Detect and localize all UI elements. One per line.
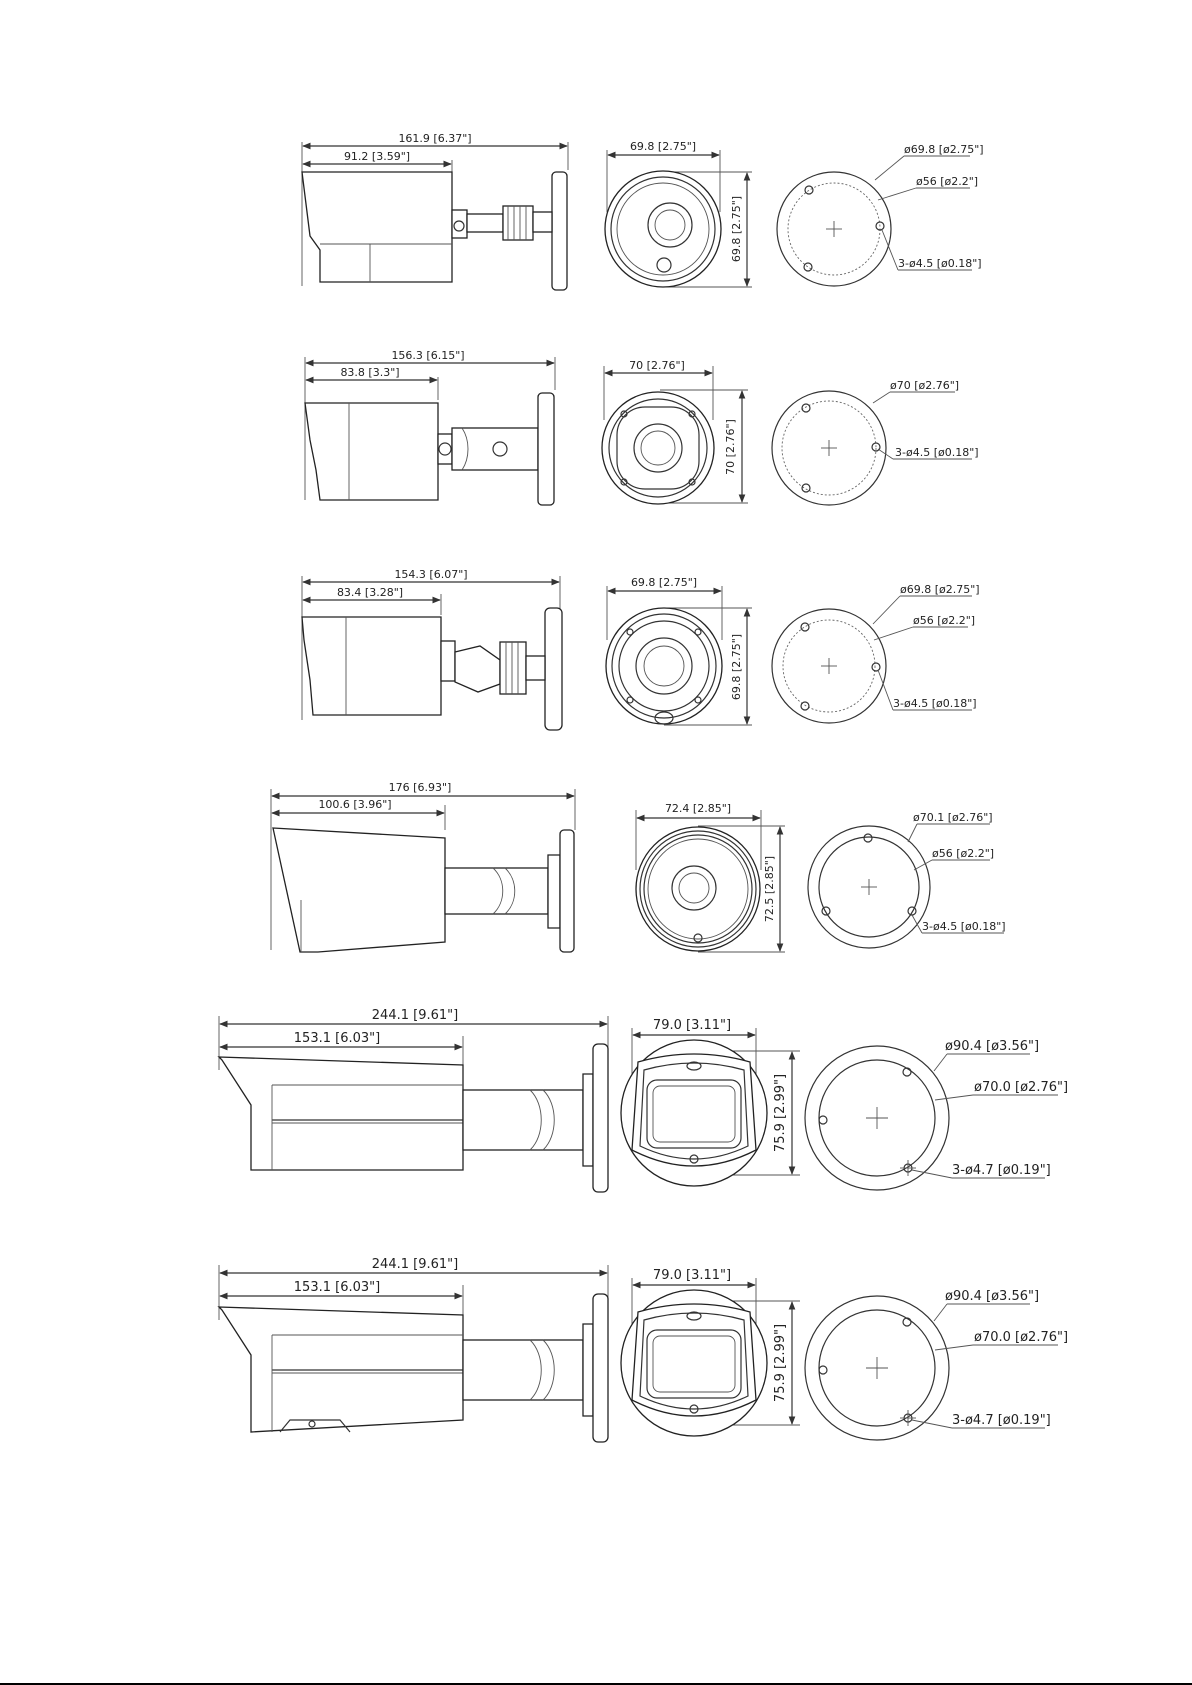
overall-length-label-1: 161.9 [6.37"] [398, 132, 472, 145]
front-width-label-6: 79.0 [3.11"] [652, 1268, 732, 1283]
overall-length-label-6: 244.1 [9.61"] [371, 1257, 459, 1272]
base-outer-label-4: ø70.1 [ø2.76"] [913, 811, 993, 824]
side-view-4 [271, 781, 575, 952]
base-inner-label-5: ø70.0 [ø2.76"] [974, 1080, 1069, 1095]
housing-length-label-6: 153.1 [6.03"] [293, 1280, 381, 1295]
base-inner-label-1: ø56 [ø2.2"] [916, 175, 979, 188]
front-view-3 [606, 576, 752, 725]
base-holes-label-3: 3-ø4.5 [ø0.18"] [893, 697, 977, 710]
front-height-label-5: 75.9 [2.99"] [773, 1073, 788, 1153]
base-inner-label-4: ø56 [ø2.2"] [932, 847, 995, 860]
base-outer-label-3: ø69.8 [ø2.75"] [900, 583, 980, 596]
base-holes-label-5: 3-ø4.7 [ø0.19"] [952, 1163, 1051, 1178]
front-height-label-2: 70 [2.76"] [724, 419, 737, 475]
front-width-label-1: 69.8 [2.75"] [629, 140, 697, 153]
housing-length-label-5: 153.1 [6.03"] [293, 1031, 381, 1046]
side-view-3 [302, 568, 562, 730]
camera-3-drawings [302, 568, 980, 730]
side-view-1 [302, 132, 568, 290]
front-width-label-5: 79.0 [3.11"] [652, 1018, 732, 1033]
front-view-5 [621, 1018, 800, 1186]
side-view-5 [219, 1008, 608, 1192]
housing-length-label-1: 91.2 [3.59"] [343, 150, 411, 163]
base-inner-label-6: ø70.0 [ø2.76"] [974, 1330, 1069, 1345]
base-outer-label-2: ø70 [ø2.76"] [890, 379, 960, 392]
front-height-label-4: 72.5 [2.85"] [763, 855, 776, 923]
camera-5-drawings [219, 1008, 1068, 1192]
front-width-label-4: 72.4 [2.85"] [664, 802, 732, 815]
overall-length-label-3: 154.3 [6.07"] [394, 568, 468, 581]
camera-6-drawings [219, 1257, 1068, 1442]
base-holes-label-2: 3-ø4.5 [ø0.18"] [895, 446, 979, 459]
base-view-2 [772, 379, 979, 505]
base-outer-label-5: ø90.4 [ø3.56"] [945, 1039, 1040, 1054]
front-view-1 [605, 140, 752, 287]
base-holes-label-6: 3-ø4.7 [ø0.19"] [952, 1413, 1051, 1428]
front-view-4 [636, 802, 785, 952]
overall-length-label-5: 244.1 [9.61"] [371, 1008, 459, 1023]
side-view-2 [305, 349, 555, 505]
base-holes-label-4: 3-ø4.5 [ø0.18"] [922, 920, 1006, 933]
camera-2-drawings [305, 349, 979, 505]
camera-4-drawings [271, 781, 1006, 952]
housing-length-label-3: 83.4 [3.28"] [336, 586, 404, 599]
overall-length-label-4: 176 [6.93"] [388, 781, 452, 794]
front-height-label-6: 75.9 [2.99"] [773, 1323, 788, 1403]
base-view-3 [772, 583, 980, 723]
base-view-1 [777, 143, 984, 286]
front-height-label-1: 69.8 [2.75"] [730, 195, 743, 263]
front-view-6 [621, 1268, 800, 1436]
base-view-5 [805, 1039, 1068, 1190]
base-holes-label-1: 3-ø4.5 [ø0.18"] [898, 257, 982, 270]
overall-length-label-2: 156.3 [6.15"] [391, 349, 465, 362]
front-width-label-3: 69.8 [2.75"] [630, 576, 698, 589]
base-view-4 [808, 811, 1006, 948]
side-view-6 [219, 1257, 608, 1442]
base-view-6 [805, 1289, 1068, 1440]
base-inner-label-3: ø56 [ø2.2"] [913, 614, 976, 627]
base-outer-label-6: ø90.4 [ø3.56"] [945, 1289, 1040, 1304]
camera-1-drawings [302, 132, 984, 290]
front-width-label-2: 70 [2.76"] [629, 359, 685, 372]
base-outer-label-1: ø69.8 [ø2.75"] [904, 143, 984, 156]
housing-length-label-4: 100.6 [3.96"] [318, 798, 392, 811]
housing-length-label-2: 83.8 [3.3"] [340, 366, 400, 379]
front-view-2 [602, 359, 748, 504]
front-height-label-3: 69.8 [2.75"] [730, 633, 743, 701]
